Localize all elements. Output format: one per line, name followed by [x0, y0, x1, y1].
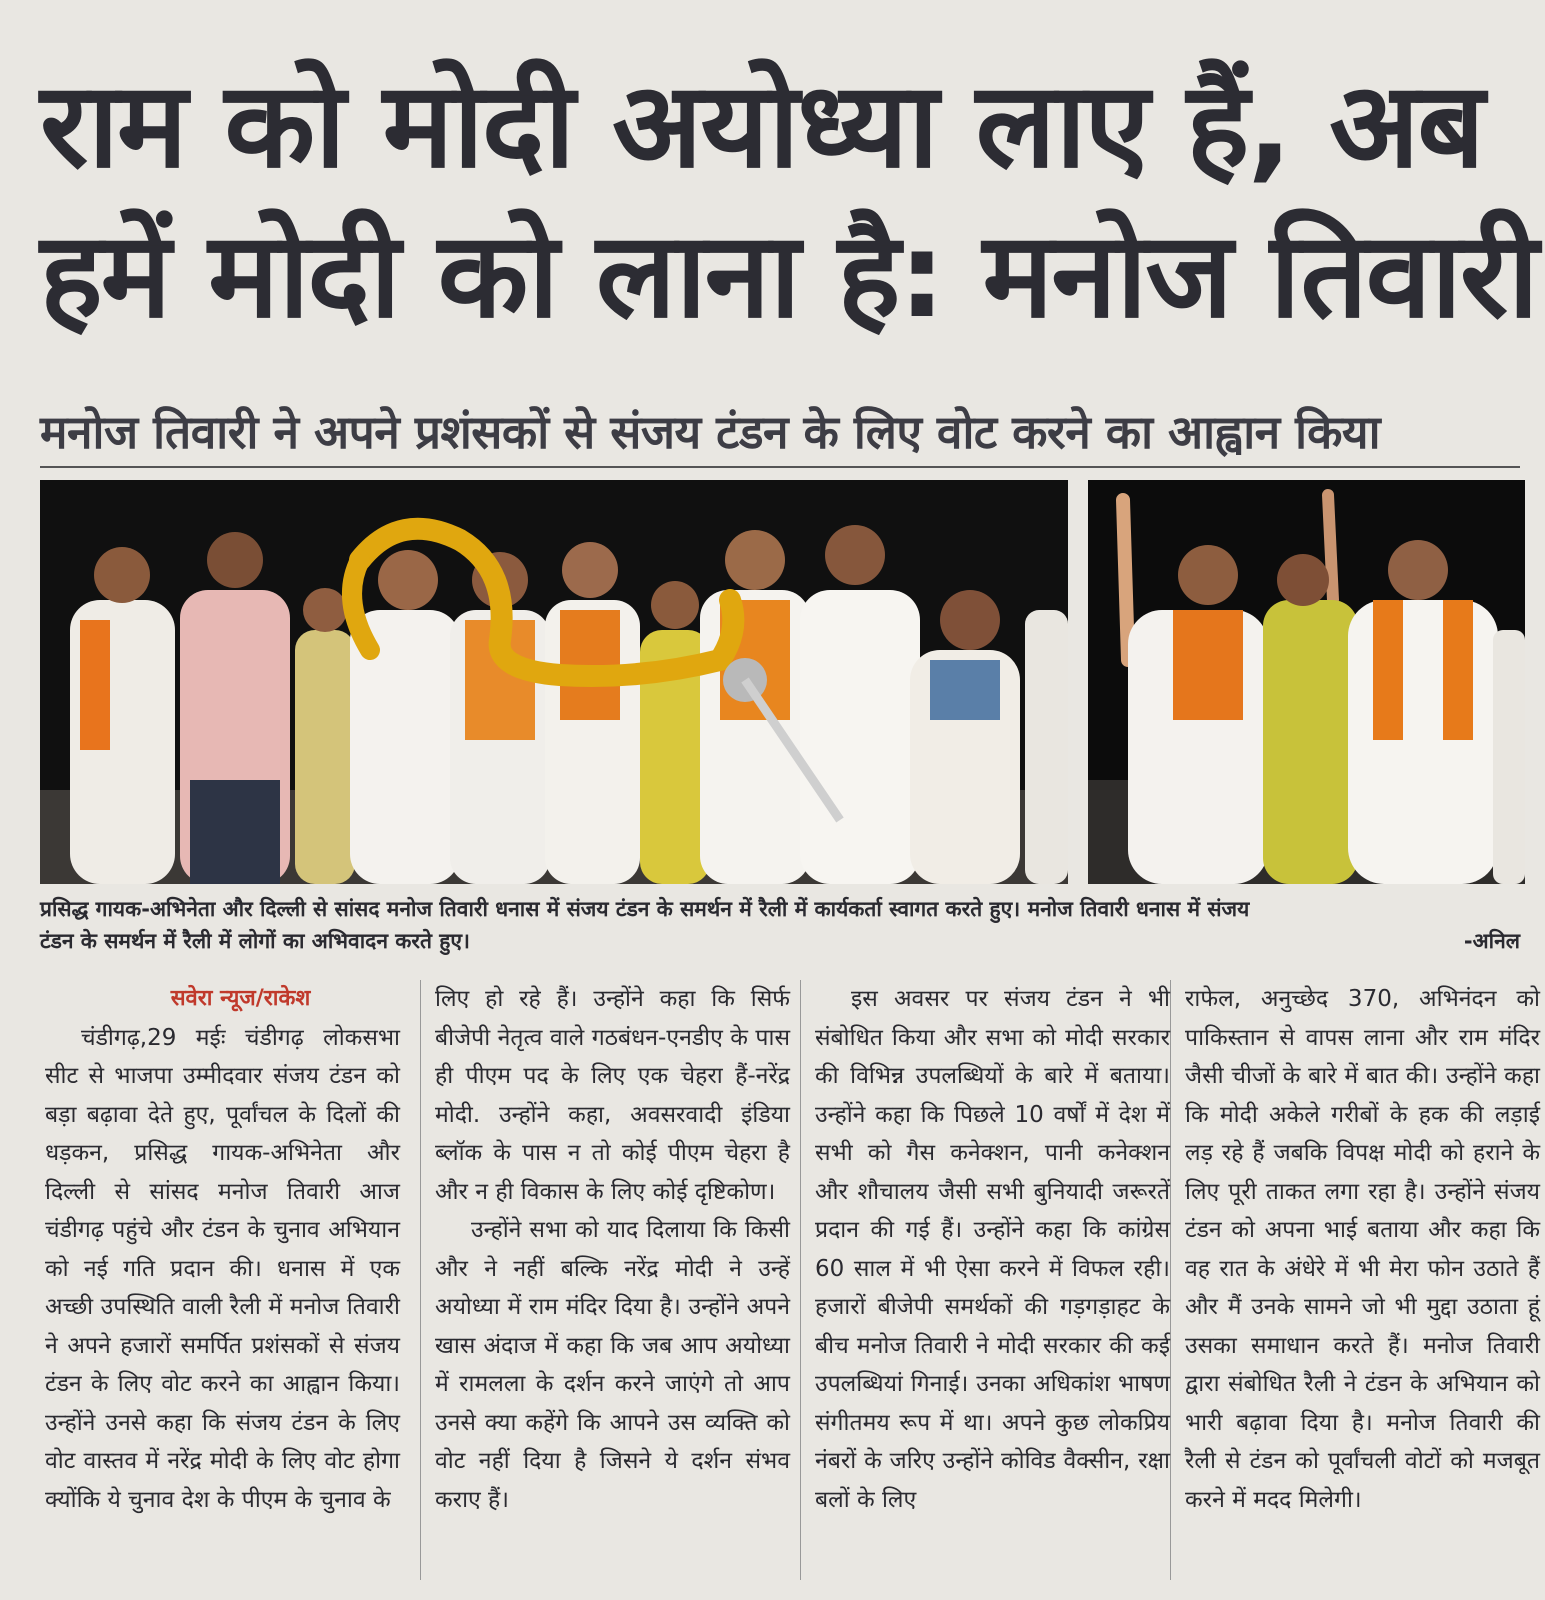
column-divider	[800, 980, 801, 1580]
article-column-3	[815, 980, 1170, 1519]
article-column-2	[435, 980, 790, 1519]
article-column-4	[1185, 980, 1540, 1519]
article-paragraph: चंडीगढ़,29 मईः चंडीगढ़ लोकसभा सीट से भाजपा उम्मीदवार संजय टंडन को बड़ा बढ़ावा देते हुए, पूर्वांचल के दिलों की धड़कन, प्रसिद्ध गायक-अभिनेता और दिल्ली से सांसद मनोज तिवारी आज चंडीगढ़ पहुंचे और टंडन के चुनाव अभियान को नई गति प्रदान की। धनास में एक अच्छी उपस्थिति वाली रैली में मनोज तिवारी ने अपने हजारों समर्पित प्रशंसकों से संजय टंडन के लिए वोट करने का आह्वान किया। उन्होंने उनसे कहा कि संजय टंडन के लिए वोट वास्तव में नरेंद्र मोदी के लिए वोट होगा क्योंकि ये चुनाव देश के पीएम के चुनाव के	[45, 1024, 400, 1513]
rally-greeting-photo	[1088, 480, 1525, 884]
column-divider	[1170, 980, 1171, 1580]
article-paragraph: राफेल, अनुच्छेद 370, अभिनंदन को पाकिस्तान से वापस लाना और राम मंदिर जैसी चीजों के बारे में बात की। उन्होंने कहा कि मोदी अकेले गरीबों के हक की लड़ाई लड़ रहे हैं जबकि विपक्ष मोदी को हराने के लिए पूरी ताकत लगा रहा है। उन्होंने संजय टंडन को अपना भाई बताया और कहा कि वह रात के अंधेरे में भी मेरा फोन उठाते हैं और मैं उनके सामने जो भी मुद्दा उठाता हूं उसका समाधान करते हैं। मनोज तिवारी द्वारा संबोधित रैली ने टंडन के अभियान को भारी बढ़ावा दिया है। मनोज तिवारी की रैली से टंडन को पूर्वांचली वोटों को मजबूत करने में मदद मिलेगी।	[1185, 986, 1540, 1513]
rally-welcome-photo	[40, 480, 1068, 884]
column-divider	[420, 980, 421, 1580]
headline-line-1: राम को मोदी अयोध्या लाए हैं, अब	[40, 56, 1483, 194]
article-paragraph: इस अवसर पर संजय टंडन ने भी संबोधित किया और सभा को मोदी सरकार की विभिन्न उपलब्धियों के बारे में बताया। उन्होंने कहा कि पिछले 10 वर्षों में देश में सभी को गैस कनेक्शन, पानी कनेक्शन और शौचालय जैसी सभी बुनियादी जरूरतें प्रदान की गई हैं। उन्होंने कहा कि कांग्रेस 60 साल में भी ऐसा करने में विफल रही। हजारों बीजेपी समर्थकों की गड़गड़ाहट के बीच मनोज तिवारी ने मोदी सरकार की कई उपलब्धियां गिनाई। उनका अधिकांश भाषण संगीतमय रूप में था। अपने कुछ लोकप्रिय नंबरों के जरिए उन्होंने कोविड वैक्सीन, रक्षा बलों के लिए	[815, 986, 1170, 1513]
caption-line-2: टंडन के समर्थन में रैली में लोगों का अभिवादन करते हुए।	[40, 929, 471, 953]
caption-line-1: प्रसिद्ध गायक-अभिनेता और दिल्ली से सांसद मनोज तिवारी धनास में संजय टंडन के समर्थन में रैली में कार्यकर्ता स्वागत करते हुए। मनोज तिवारी धनास में संजय	[40, 897, 1250, 921]
headline-line-2: हमें मोदी को लाना है: मनोज तिवारी	[40, 206, 1537, 344]
headline-rule	[40, 466, 1520, 468]
article-paragraph: लिए हो रहे हैं। उन्होंने कहा कि सिर्फ बीजेपी नेतृत्व वाले गठबंधन-एनडीए के पास ही पीएम पद के लिए एक चेहरा हैं-नरेंद्र मोदी. उन्होंने कहा, अवसरवादी इंडिया ब्लॉक के पास न तो कोई पीएम चेहरा है और न ही विकास के लिए कोई दृष्टिकोण।	[435, 986, 790, 1205]
article-column-1	[45, 980, 400, 1519]
subheadline: मनोज तिवारी ने अपने प्रशंसकों से संजय टंडन के लिए वोट करने का आह्वान किया	[40, 405, 1380, 459]
photo-credit: -अनिल	[1463, 929, 1520, 953]
byline: सवेरा न्यूज/राकेश	[170, 986, 311, 1011]
article-paragraph: उन्होंने सभा को याद दिलाया कि किसी और ने नहीं बल्कि नरेंद्र मोदी ने उन्हें अयोध्या में राम मंदिर दिया है। उन्होंने अपने खास अंदाज में कहा कि जब आप अयोध्या में रामलला के दर्शन करने जाएंगे तो आप उनसे क्या कहेंगे कि आपने उस व्यक्ति को वोट नहीं दिया है जिसने ये दर्शन संभव कराए हैं।	[435, 1217, 790, 1513]
